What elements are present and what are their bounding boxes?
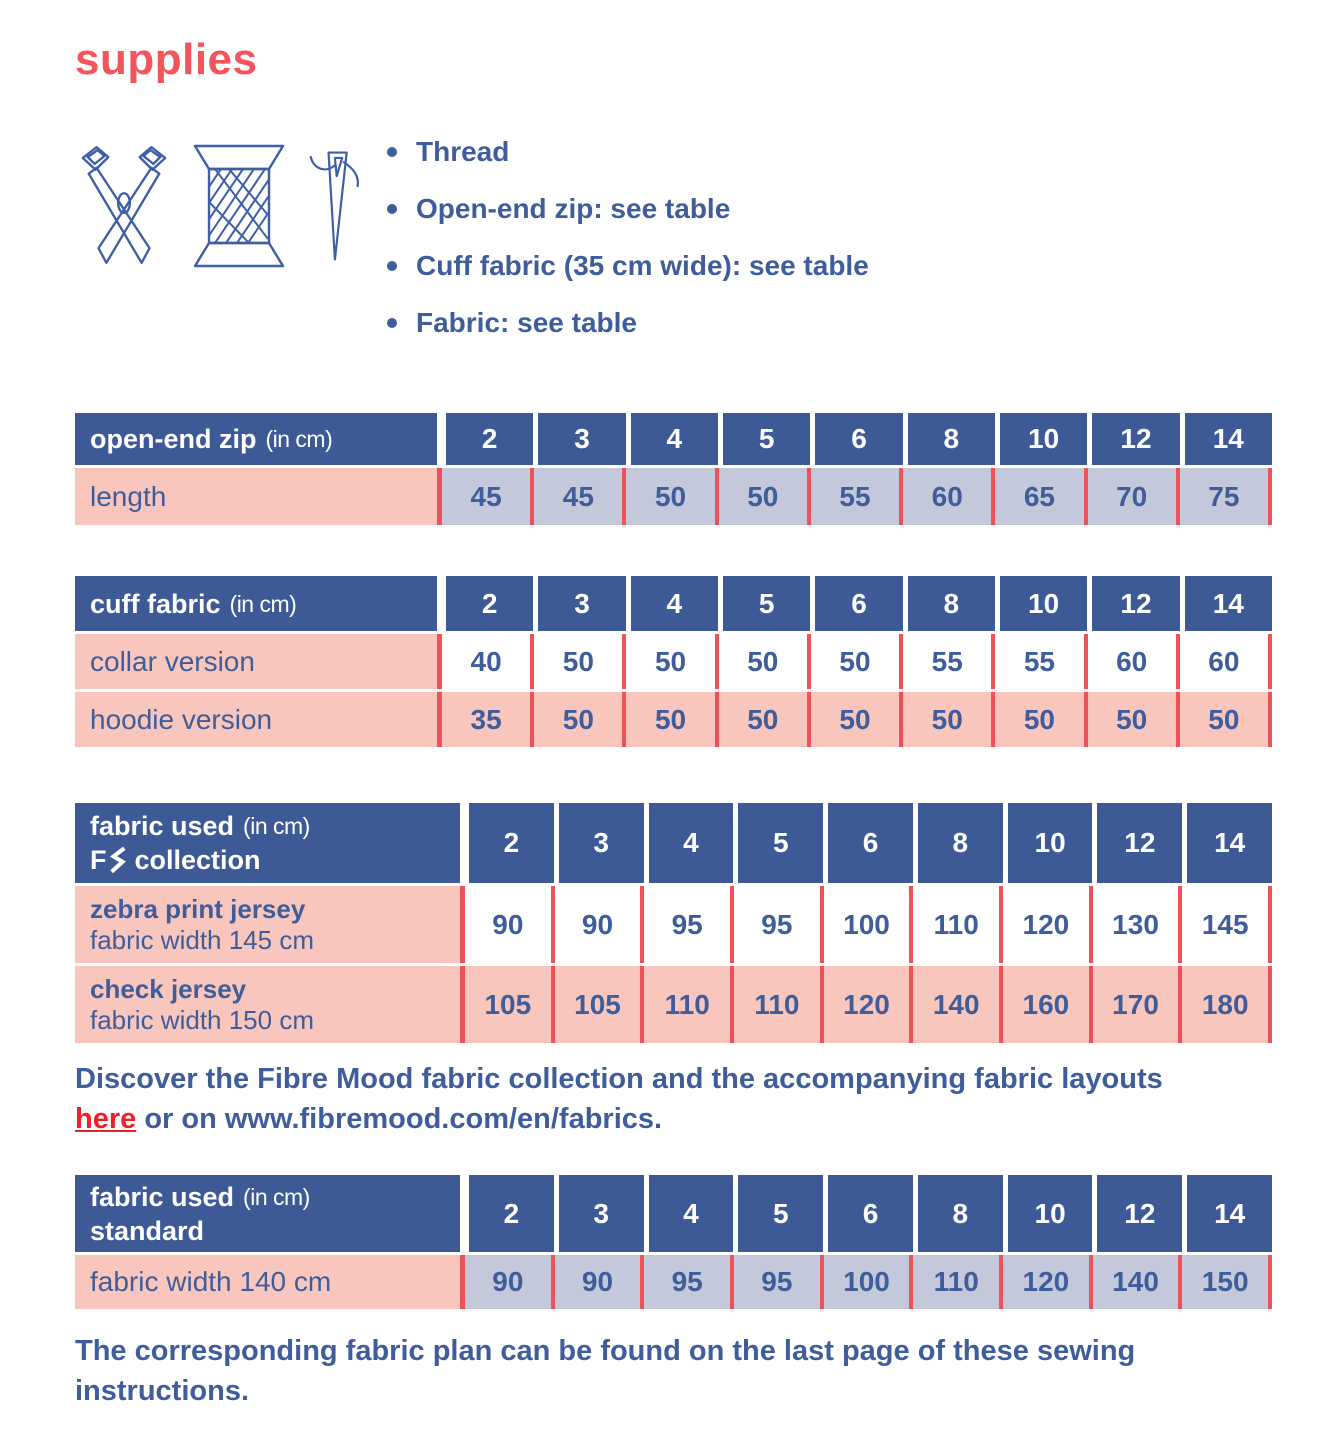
fabric-used-collection-value-1-8: 180 [1178, 966, 1272, 1043]
cuff-fabric-title-cell: cuff fabric (in cm) [75, 576, 437, 631]
row-label: zebra print jersey fabric width 145 cm [75, 886, 460, 963]
size-header-2: 2 [437, 413, 533, 465]
size-header-14: 14 [1180, 413, 1272, 465]
open-end-zip-value-0-1: 45 [530, 468, 622, 525]
fabric-used-collection-value-1-6: 160 [999, 966, 1089, 1043]
cuff-fabric-value-1-2: 50 [622, 692, 714, 747]
size-header-8: 8 [913, 1175, 1003, 1252]
fm-logo-letter: F [90, 845, 107, 876]
row-label: fabric width 140 cm [75, 1255, 460, 1309]
size-header-12: 12 [1087, 576, 1179, 631]
fabric-plan-note [75, 1331, 1272, 1411]
bullet-item-0: Thread [387, 136, 869, 168]
fm-logo-bolt-icon [109, 845, 127, 875]
page-title: supplies [75, 35, 258, 84]
bullet-dot-icon [387, 147, 397, 157]
cuff-fabric-header-row [75, 576, 1272, 631]
size-header-5: 5 [733, 1175, 823, 1252]
cuff-fabric-value-1-6: 50 [991, 692, 1083, 747]
size-header-5: 5 [733, 803, 823, 883]
size-header-14: 14 [1182, 803, 1272, 883]
bullet-item-2: Cuff fabric (35 cm wide): see table [387, 250, 869, 282]
open-end-zip-value-0-5: 60 [899, 468, 991, 525]
row-label: check jersey fabric width 150 cm [75, 966, 460, 1043]
fabric-used-standard-value-0-6: 120 [999, 1255, 1089, 1309]
open-end-zip-value-0-2: 50 [622, 468, 714, 525]
size-header-5: 5 [718, 413, 810, 465]
size-header-14: 14 [1182, 1175, 1272, 1252]
cuff-fabric-value-0-5: 55 [899, 634, 991, 689]
fabric-used-collection-value-0-1: 90 [551, 886, 641, 963]
fabric-used-collection-value-0-6: 120 [999, 886, 1089, 963]
fabric-used-collection-title-cell: fabric used (in cm) F collection [75, 803, 460, 883]
cuff-fabric-value-1-7: 50 [1084, 692, 1176, 747]
bullet-item-3: Fabric: see table [387, 307, 869, 339]
open-end-zip-table [75, 413, 1272, 525]
bullet-dot-icon [387, 318, 397, 328]
fabric-used-collection-value-1-5: 140 [909, 966, 999, 1043]
bullet-dot-icon [387, 261, 397, 271]
here-link[interactable]: here [75, 1103, 137, 1136]
needle-icon [305, 142, 363, 270]
fabric-used-collection-data-row-0 [75, 886, 1272, 963]
size-header-4: 4 [626, 413, 718, 465]
size-header-8: 8 [903, 576, 995, 631]
fabric-used-collection-value-0-7: 130 [1089, 886, 1179, 963]
cuff-fabric-table [75, 576, 1272, 747]
size-header-3: 3 [554, 1175, 644, 1252]
size-header-3: 3 [533, 413, 625, 465]
open-end-zip-value-0-3: 50 [715, 468, 807, 525]
open-end-zip-value-0-7: 70 [1084, 468, 1176, 525]
size-header-8: 8 [903, 413, 995, 465]
cuff-fabric-value-1-8: 50 [1176, 692, 1272, 747]
open-end-zip-value-0-6: 65 [991, 468, 1083, 525]
fabric-used-collection-value-0-2: 95 [640, 886, 730, 963]
fabric-used-collection-value-1-4: 120 [820, 966, 910, 1043]
row-label: collar version [75, 634, 437, 689]
size-header-12: 12 [1092, 1175, 1182, 1252]
size-header-3: 3 [533, 576, 625, 631]
fabric-used-standard-header-row [75, 1175, 1272, 1252]
size-header-6: 6 [810, 413, 902, 465]
fabric-used-standard-value-0-8: 150 [1178, 1255, 1272, 1309]
row-label: length [75, 468, 437, 525]
cuff-fabric-value-0-0: 40 [437, 634, 530, 689]
size-header-2: 2 [460, 803, 554, 883]
size-header-3: 3 [554, 803, 644, 883]
fabric-used-collection-header-row [75, 803, 1272, 883]
fabric-used-collection-value-1-0: 105 [460, 966, 551, 1043]
fabric-used-collection-value-1-7: 170 [1089, 966, 1179, 1043]
open-end-zip-value-0-0: 45 [437, 468, 530, 525]
size-header-14: 14 [1180, 576, 1272, 631]
plan-line2: instructions. [75, 1375, 250, 1408]
size-header-4: 4 [644, 1175, 734, 1252]
fabric-used-collection-value-1-3: 110 [730, 966, 820, 1043]
size-header-5: 5 [718, 576, 810, 631]
size-header-6: 6 [810, 576, 902, 631]
fabric-used-standard-value-0-4: 100 [820, 1255, 910, 1309]
supplies-bullet-list [387, 136, 869, 353]
fabric-used-standard-value-0-2: 95 [640, 1255, 730, 1309]
size-header-4: 4 [626, 576, 718, 631]
supplies-icons [75, 136, 387, 353]
fabric-used-standard-table [75, 1175, 1272, 1309]
open-end-zip-value-0-8: 75 [1176, 468, 1272, 525]
fabric-used-collection-value-0-3: 95 [730, 886, 820, 963]
cuff-fabric-value-0-8: 60 [1176, 634, 1272, 689]
size-header-10: 10 [995, 576, 1087, 631]
fabric-used-standard-value-0-3: 95 [730, 1255, 820, 1309]
cuff-fabric-value-0-7: 60 [1084, 634, 1176, 689]
fabric-used-collection-value-0-8: 145 [1178, 886, 1272, 963]
size-header-12: 12 [1087, 413, 1179, 465]
fabric-used-standard-value-0-0: 90 [460, 1255, 551, 1309]
size-header-10: 10 [1003, 1175, 1093, 1252]
cuff-fabric-value-0-2: 50 [622, 634, 714, 689]
cuff-fabric-value-1-0: 35 [437, 692, 530, 747]
cuff-fabric-value-1-5: 50 [899, 692, 991, 747]
bullet-item-1: Open-end zip: see table [387, 193, 869, 225]
size-header-6: 6 [823, 803, 913, 883]
thread-spool-icon [189, 142, 289, 270]
cuff-fabric-value-0-1: 50 [530, 634, 622, 689]
fabric-used-collection-table [75, 803, 1272, 1043]
size-header-8: 8 [913, 803, 1003, 883]
row-label: hoodie version [75, 692, 437, 747]
fabric-used-collection-data-row-1 [75, 966, 1272, 1043]
open-end-zip-header-row [75, 413, 1272, 465]
fabric-used-standard-value-0-1: 90 [551, 1255, 641, 1309]
cuff-fabric-value-1-4: 50 [807, 692, 899, 747]
open-end-zip-title-cell: open-end zip (in cm) [75, 413, 437, 465]
size-header-4: 4 [644, 803, 734, 883]
size-header-10: 10 [1003, 803, 1093, 883]
fabric-used-collection-value-0-4: 100 [820, 886, 910, 963]
fabric-used-standard-data-row-0 [75, 1255, 1272, 1309]
open-end-zip-data-row-0 [75, 468, 1272, 525]
cuff-fabric-data-row-1 [75, 692, 1272, 747]
fabric-used-collection-value-1-2: 110 [640, 966, 730, 1043]
cuff-fabric-value-1-1: 50 [530, 692, 622, 747]
fabric-used-collection-value-0-5: 110 [909, 886, 999, 963]
fabric-used-collection-value-1-1: 105 [551, 966, 641, 1043]
cuff-fabric-value-0-3: 50 [715, 634, 807, 689]
size-header-12: 12 [1092, 803, 1182, 883]
bullet-dot-icon [387, 204, 397, 214]
fabric-used-standard-value-0-5: 110 [909, 1255, 999, 1309]
size-header-6: 6 [823, 1175, 913, 1252]
cuff-fabric-value-0-6: 55 [991, 634, 1083, 689]
size-header-10: 10 [995, 413, 1087, 465]
fabric-collection-note [75, 1059, 1272, 1139]
fabric-used-standard-title-cell: fabric used (in cm) standard [75, 1175, 460, 1252]
open-end-zip-value-0-4: 55 [807, 468, 899, 525]
scissors-icon [75, 142, 173, 270]
size-header-2: 2 [437, 576, 533, 631]
supplies-intro [75, 136, 1272, 353]
note-after-link: or on www.fibremood.com/en/fabrics. [136, 1103, 663, 1136]
size-header-2: 2 [460, 1175, 554, 1252]
cuff-fabric-data-row-0 [75, 634, 1272, 689]
fabric-used-standard-value-0-7: 140 [1089, 1255, 1179, 1309]
note-line1: Discover the Fibre Mood fabric collection and the accompanying fabric layouts [75, 1063, 1163, 1096]
fabric-used-collection-value-0-0: 90 [460, 886, 551, 963]
plan-line1: The corresponding fabric plan can be found on the last page of these sewing [75, 1335, 1136, 1368]
cuff-fabric-value-0-4: 50 [807, 634, 899, 689]
cuff-fabric-value-1-3: 50 [715, 692, 807, 747]
